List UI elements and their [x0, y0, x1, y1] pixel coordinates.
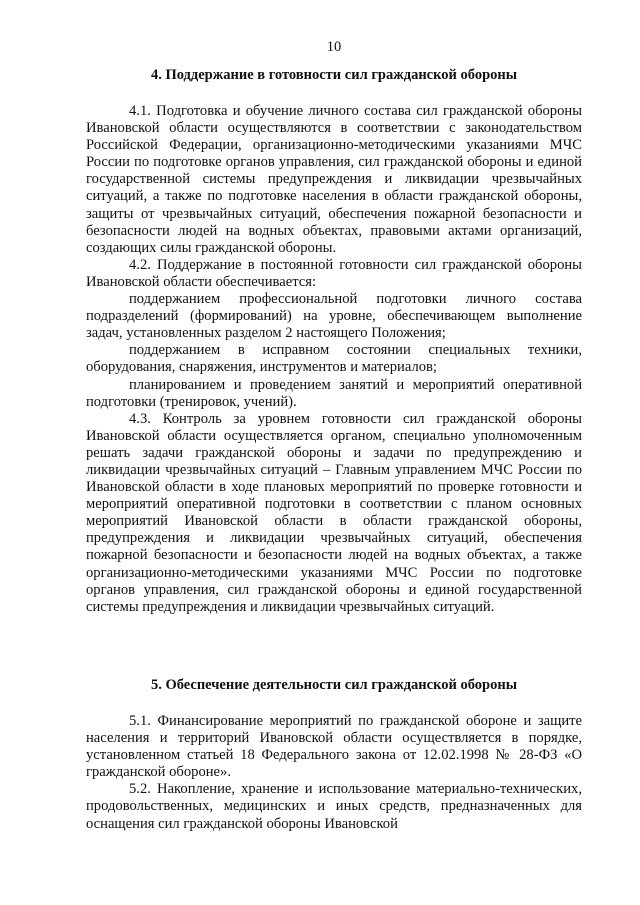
paragraph-4-3: 4.3. Контроль за уровнем готовности сил гражданской обороны Ивановской области осуществляется органом, специально уполномоченным решать задачи гражданской обороны и задачи по предупреждению и ликвидации чрезвычайных ситуаций – Главным управлением МЧС России по Ивановской области в ходе плановых мероприятий по проверке готовности и мероприятий оперативной подготовки в соответствии с планом основных мероприятий Ивановской области в области гражданской обороны, предупреждения и ликвидации чрезвычайных ситуаций, обеспечения пожарной безопасности и безопасности людей на водных объектах, а также организационно-методическими указаниями МЧС России по подготовке органов управления, сил гражданской обороны и единой государственной системы предупреждения и ликвидации чрезвычайных ситуаций.: [86, 410, 582, 615]
section-4-body: [86, 103, 582, 616]
paragraph-4-2-item-3: планированием и проведением занятий и мероприятий оперативной подготовки (тренировок, учений).: [86, 376, 582, 410]
paragraph-5-2: 5.2. Накопление, хранение и использование материально-технических, продовольственных, медицинских и иных средств, предназначенных для оснащения сил гражданской обороны Ивановской: [86, 781, 582, 832]
paragraph-4-2-item-2: поддержанием в исправном состоянии специальных техники, оборудования, снаряжения, инструментов и материалов;: [86, 342, 582, 376]
paragraph-4-1: 4.1. Подготовка и обучение личного состава сил гражданской обороны Ивановской области осуществляются в соответствии с законодательством Российской Федерации, организационно-методическими указаниями МЧС России по подготовке органов управления, сил гражданской обороны и единой государственной системы предупреждения и ликвидации чрезвычайных ситуаций, а также по подготовке населения в области гражданской обороны, защиты от чрезвычайных ситуаций, обеспечения пожарной безопасности и безопасности людей на водных объектах, правовыми актами организаций, создающих силы гражданской обороны.: [86, 103, 582, 256]
paragraph-5-1: 5.1. Финансирование мероприятий по гражданской обороне и защите населения и территорий Ивановской области осуществляется в порядке, установленном статьей 18 Федерального закона от 12.02.1998 № 28-ФЗ «О гражданской обороне».: [86, 713, 582, 781]
section-4-heading: 4. Поддержание в готовности сил гражданской обороны: [150, 67, 518, 83]
paragraph-4-2: 4.2. Поддержание в постоянной готовности сил гражданской обороны Ивановской области обеспечивается:: [86, 256, 582, 290]
section-5-body: [86, 713, 582, 833]
section-5-heading: 5. Обеспечение деятельности сил гражданской обороны: [150, 677, 518, 693]
paragraph-4-2-item-1: поддержанием профессиональной подготовки личного состава подразделений (формирований) на уровне, обеспечивающем выполнение задач, установленных разделом 2 настоящего Положения;: [86, 291, 582, 342]
page-number: 10: [326, 39, 342, 55]
